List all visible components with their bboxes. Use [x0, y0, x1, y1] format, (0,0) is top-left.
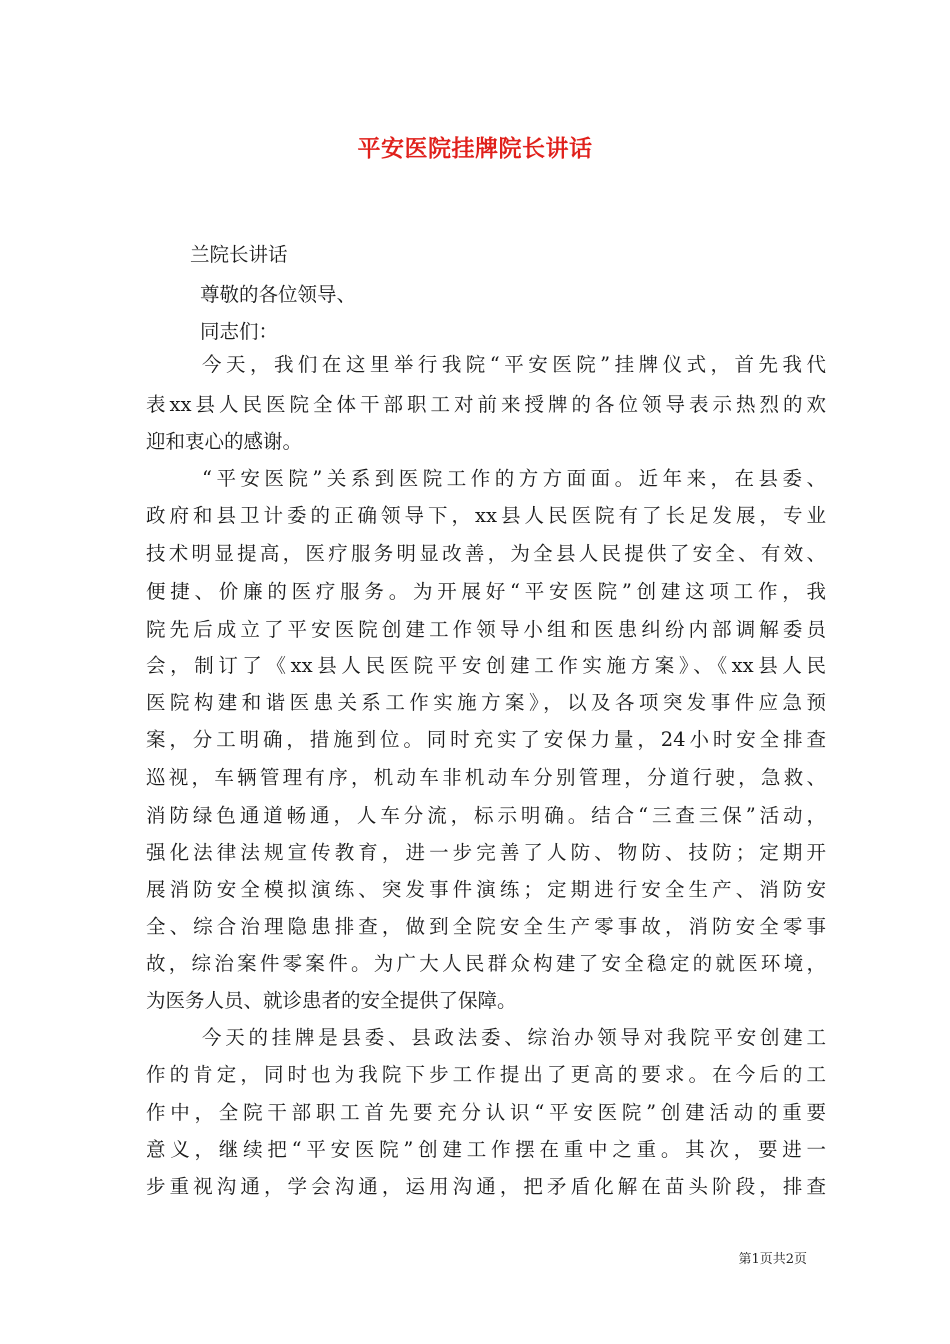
- paragraph-line: 迎和衷心的感谢。: [146, 430, 303, 453]
- paragraph-line: 案，分工明确，措施到位。同时充实了安保力量，24小时安全排查: [146, 728, 826, 751]
- paragraph-line: 今天，我们在这里举行我院“平安医院”挂牌仪式，首先我代: [202, 353, 826, 376]
- paragraph-line: 会，制订了《xx县人民医院平安创建工作实施方案》、《xx县人民: [146, 654, 826, 677]
- author-line: 兰院长讲话: [190, 243, 288, 266]
- greeting-line: 尊敬的各位领导、: [200, 283, 357, 306]
- page-number: 第1页共2页: [738, 1252, 807, 1267]
- paragraph-line: 强化法律法规宣传教育，进一步完善了人防、物防、技防；定期开: [146, 841, 826, 864]
- paragraph-line: 便捷、价廉的医疗服务。为开展好“平安医院”创建这项工作，我: [146, 580, 826, 603]
- paragraph-line: 故，综治案件零案件。为广大人民群众构建了安全稳定的就医环境，: [146, 952, 826, 975]
- greeting-line: 同志们：: [200, 320, 279, 343]
- paragraph-line: 院先后成立了平安医院创建工作领导小组和医患纠纷内部调解委员: [146, 618, 826, 641]
- paragraph-line: 作的肯定，同时也为我院下步工作提出了更高的要求。在今后的工: [146, 1063, 826, 1086]
- paragraph-line: 巡视，车辆管理有序，机动车非机动车分别管理，分道行驶，急救、: [146, 766, 826, 789]
- paragraph-line: 展消防安全模拟演练、突发事件演练；定期进行安全生产、消防安: [146, 878, 826, 901]
- paragraph-line: 为医务人员、就诊患者的安全提供了保障。: [146, 989, 517, 1012]
- paragraph-line: “平安医院”关系到医院工作的方方面面。近年来，在县委、: [202, 467, 826, 490]
- paragraph-line: 步重视沟通，学会沟通，运用沟通，把矛盾化解在苗头阶段，排查: [146, 1175, 826, 1198]
- paragraph-line: 作中，全院干部职工首先要充分认识“平安医院”创建活动的重要: [146, 1101, 826, 1124]
- paragraph-line: 政府和县卫计委的正确领导下，xx县人民医院有了长足发展，专业: [146, 504, 826, 527]
- paragraph-line: 表xx县人民医院全体干部职工对前来授牌的各位领导表示热烈的欢: [146, 393, 826, 416]
- paragraph-line: 消防绿色通道畅通，人车分流，标示明确。结合“三查三保”活动，: [146, 804, 826, 827]
- document-title: 平安医院挂牌院长讲话: [357, 135, 593, 162]
- paragraph-line: 全、综合治理隐患排查，做到全院安全生产零事故，消防安全零事: [146, 915, 826, 938]
- paragraph-line: 今天的挂牌是县委、县政法委、综治办领导对我院平安创建工: [202, 1026, 826, 1049]
- paragraph-line: 技术明显提高，医疗服务明显改善，为全县人民提供了安全、有效、: [146, 542, 826, 565]
- paragraph-line: 医院构建和谐医患关系工作实施方案》，以及各项突发事件应急预: [146, 691, 826, 714]
- paragraph-line: 意义，继续把“平安医院”创建工作摆在重中之重。其次，要进一: [146, 1138, 826, 1161]
